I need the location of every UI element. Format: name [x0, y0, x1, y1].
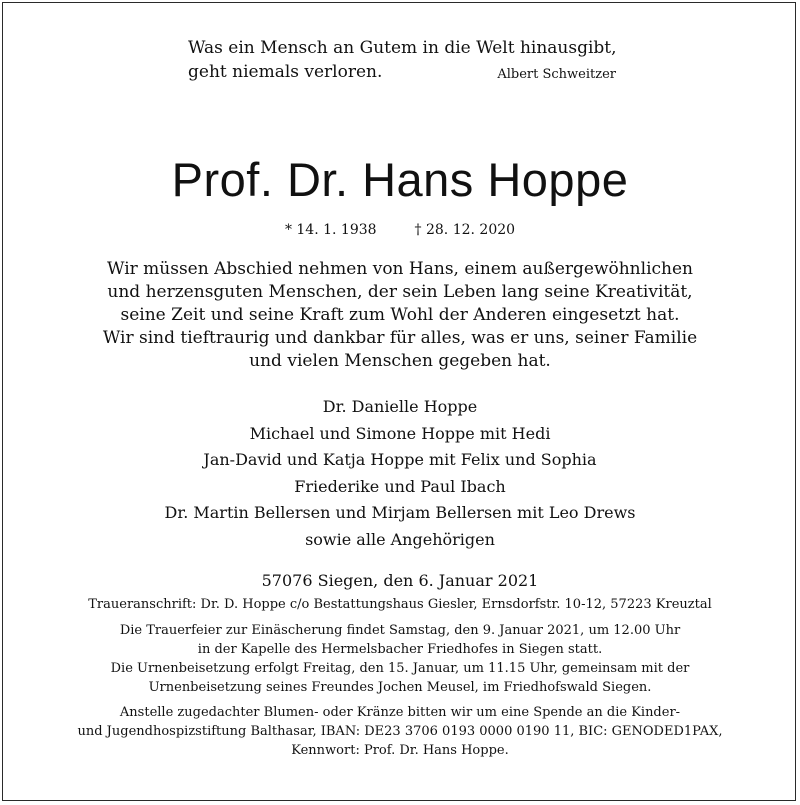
tribute-line: seine Zeit und seine Kraft zum Wohl der Anderen eingesetzt hat. [120, 305, 680, 325]
mourner-entry: Dr. Martin Bellersen und Mirjam Bellersen mit Leo Drews [164, 503, 636, 523]
quote-line: Was ein Mensch an Gutem in die Welt hinausgibt, [188, 38, 617, 58]
tribute-text [0, 258, 800, 373]
tribute-line: Wir sind tieftraurig und dankbar für alles, was er uns, seiner Familie [102, 328, 698, 348]
mourner-entry: Dr. Danielle Hoppe [322, 397, 478, 416]
death-date: † 28. 12. 2020 [414, 222, 516, 238]
service-line: Urnenbeisetzung seines Freundes Jochen Meusel, im Friedhofswald Siegen. [148, 680, 652, 695]
funeral-service-info [0, 621, 800, 697]
service-line: in der Kapelle des Hermelsbacher Friedhofes in Siegen statt. [197, 642, 603, 657]
donation-request [0, 703, 800, 760]
quote-author: Albert Schweitzer [497, 67, 616, 82]
mourning-address: Traueranschrift: Dr. D. Hoppe c/o Bestattungshaus Giesler, Ernsdorfstr. 10-12, 57223 Kreuztal [88, 597, 712, 612]
mourner-entry: Friederike und Paul Ibach [294, 476, 506, 496]
donation-line: Kennwort: Prof. Dr. Hans Hoppe. [291, 743, 509, 758]
donation-line: Anstelle zugedachter Blumen- oder Kränze bitten wir um eine Spende an die Kinder- [119, 705, 681, 720]
service-line: Die Urnenbeisetzung erfolgt Freitag, den 15. Januar, um 11.15 Uhr, gemeinsam mit der [110, 661, 690, 676]
donation-line: und Jugendhospizstiftung Balthasar, IBAN: DE23 3706 0193 0000 0190 11, BIC: GENODED1PAX, [77, 724, 723, 739]
tribute-line: und vielen Menschen gegeben hat. [249, 351, 551, 371]
tribute-line: und herzensguten Menschen, der sein Leben lang seine Kreativität, [107, 282, 693, 302]
tribute-line: Wir müssen Abschied nehmen von Hans, einem außergewöhnlichen [107, 259, 693, 279]
mourner-entry: sowie alle Angehörigen [305, 529, 495, 549]
mourner-entry: Jan-David und Katja Hoppe mit Felix und Sophia [203, 450, 597, 470]
deceased-name: Prof. Dr. Hans Hoppe [171, 153, 629, 206]
place-and-date: 57076 Siegen, den 6. Januar 2021 [261, 571, 539, 590]
mourners-list [0, 394, 800, 554]
epigraph-quote [188, 36, 628, 84]
service-line: Die Trauerfeier zur Einäscherung findet Samstag, den 9. Januar 2021, um 12.00 Uhr [119, 623, 681, 638]
quote-line: geht niemals verloren. [188, 62, 383, 82]
mourner-entry: Michael und Simone Hoppe mit Hedi [249, 423, 551, 443]
birth-date: * 14. 1. 1938 [284, 222, 377, 238]
life-dates [0, 220, 800, 240]
